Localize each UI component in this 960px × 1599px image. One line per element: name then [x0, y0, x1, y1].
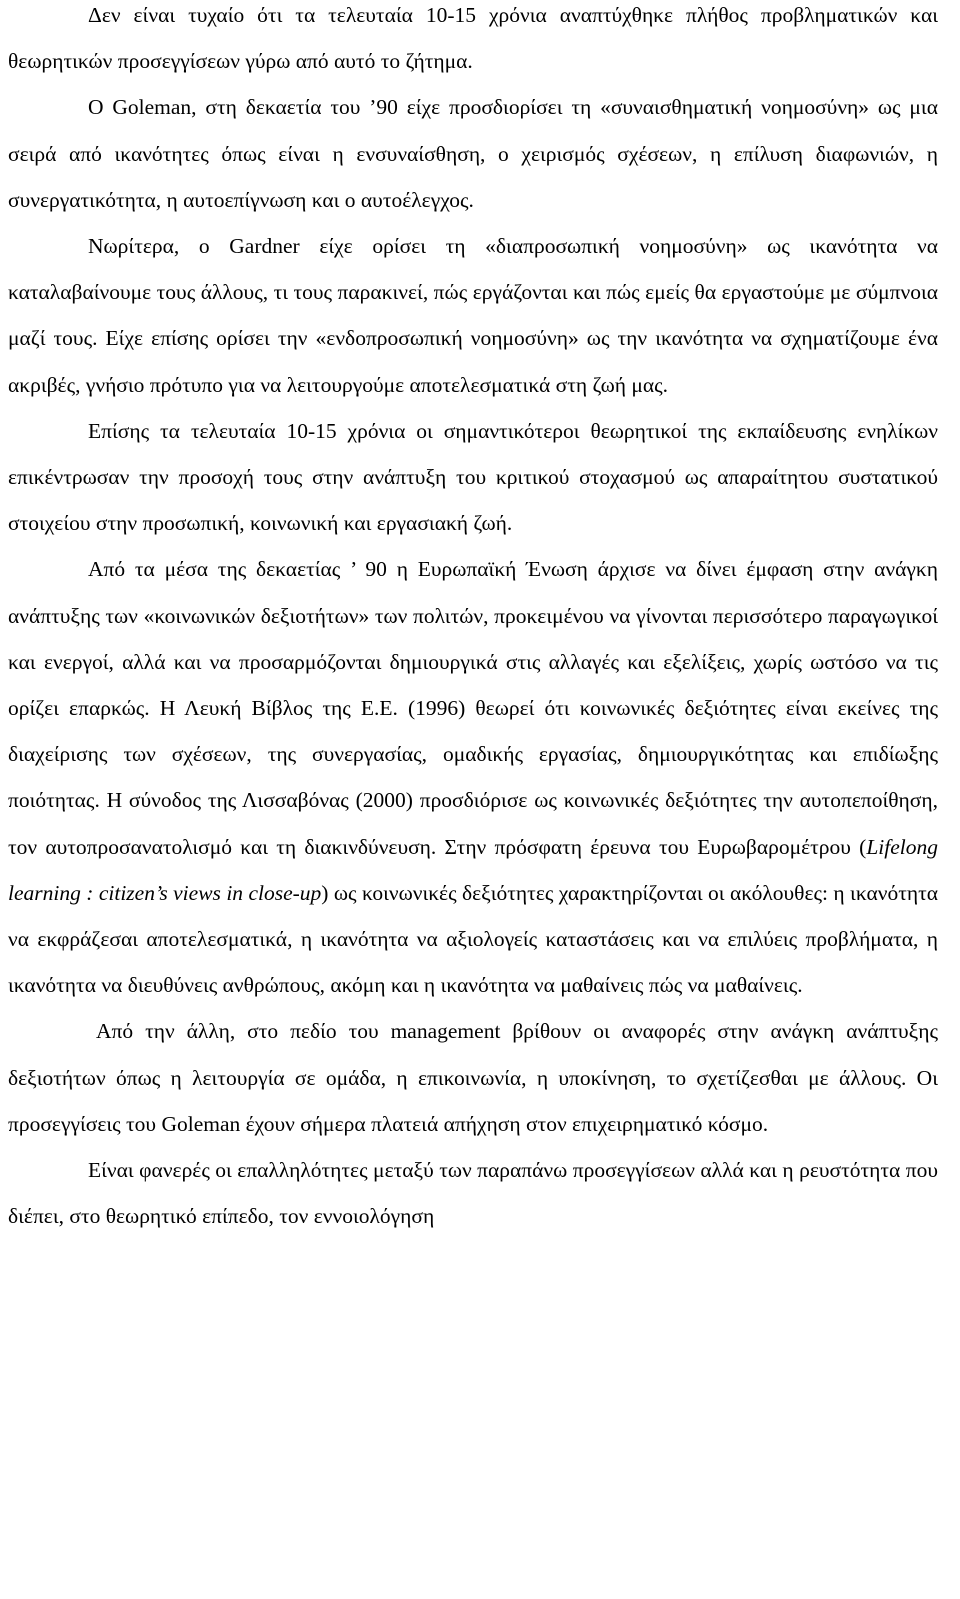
paragraph-5-part-1: Από τα μέσα της δεκαετίας ’ 90 η Ευρωπαϊκή Ένωση άρχισε να δίνει έμφαση στην ανάγκη ανάπτυξης των «κοινωνικών δεξιοτήτων» των πολιτών, προκειμένου να γίνονται περισσότερο παραγωγικοί και ενεργοί, αλλά και να προσαρμόζονται δημιουργικά στις αλλαγές και εξελίξεις, χωρίς ωστόσο να τις ορίζει επαρκώς. Η Λευκή Βίβλος της Ε.Ε. (1996) θεωρεί ότι κοινωνικές δεξιότητες είναι εκείνες της διαχείρισης των σχέσεων, της συνεργασίας, ομαδικής εργασίας, δημιουργικότητας και επιδίωξης ποιότητας. Η σύνοδος της Λισσαβόνας (2000) προσδιόρισε ως κοινωνικές δεξιότητες την αυτοπεποίθηση, τον αυτοπροσανατολισμό και τη διακινδύνευση. Στην πρόσφατη έρευνα του Ευρωβαρομέτρου ( — [8, 557, 938, 859]
paragraph-4: Επίσης τα τελευταία 10-15 χρόνια οι σημαντικότεροι θεωρητικοί της εκπαίδευσης ενηλίκων επικέντρωσαν την προσοχή τους στην ανάπτυξη του κριτικού στοχασμού ως απαραίτητου συστατικού στοιχείου στην προσωπική, κοινωνική και εργασιακή ζωή. — [8, 418, 938, 536]
paragraph-5 — [8, 546, 938, 1008]
paragraph-7: Είναι φανερές οι επαλληλότητες μεταξύ των παραπάνω προσεγγίσεων αλλά και η ρευστότητα που διέπει, στο θεωρητικό επίπεδο, τον εννοιολόγηση — [8, 1158, 938, 1229]
paragraph-5-italic-title: Lifelong learning : citizen’s views in close-up — [8, 834, 938, 905]
paragraph-5-part-2: ) ως κοινωνικές δεξιότητες χαρακτηρίζονται οι ακόλουθες: η ικανότητα να εκφράζεσαι αποτελεσματικά, η ικανότητα να αξιολογείς καταστάσεις και να επιλύεις προβλήματα, η ικανότητα να διευθύνεις ανθρώπους, ακόμη και η ικανότητα να μαθαίνεις πώς να μαθαίνεις. — [8, 880, 938, 998]
paragraph-1: Δεν είναι τυχαίο ότι τα τελευταία 10-15 χρόνια αναπτύχθηκε πλήθος προβληματικών και θεωρητικών προσεγγίσεων γύρω από αυτό το ζήτημα. — [8, 3, 938, 74]
paragraph-2: Ο Goleman, στη δεκαετία του ’90 είχε προσδιορίσει τη «συναισθηματική νοημοσύνη» ως μια σειρά από ικανότητες όπως είναι η ενσυναίσθηση, ο χειρισμός σχέσεων, η επίλυση διαφωνιών, η συνεργατικότητα, η αυτοεπίγνωση και ο αυτοέλεγχος. — [8, 95, 938, 212]
paragraph-6: Από την άλλη, στο πεδίο του management βρίθουν οι αναφορές στην ανάγκη ανάπτυξης δεξιοτήτων όπως η λειτουργία σε ομάδα, η επικοινωνία, η υποκίνηση, το σχετίζεσθαι με άλλους. Οι προσεγγίσεις του Goleman έχουν σήμερα πλατειά απήχηση στον επιχειρηματικό κόσμο. — [8, 1019, 938, 1136]
paragraph-3: Νωρίτερα, ο Gardner είχε ορίσει τη «διαπροσωπική νοημοσύνη» ως ικανότητα να καταλαβαίνουμε τους άλλους, τι τους παρακινεί, πώς εργάζονται και πώς εμείς θα εργαστούμε με σύμπνοια μαζί τους. Είχε επίσης ορίσει την «ενδοπροσωπική νοημοσύνη» ως την ικανότητα να σχηματίζουμε ένα ακριβές, γνήσιο πρότυπο για να λειτουργούμε αποτελεσματικά στη ζωή μας. — [8, 234, 938, 397]
